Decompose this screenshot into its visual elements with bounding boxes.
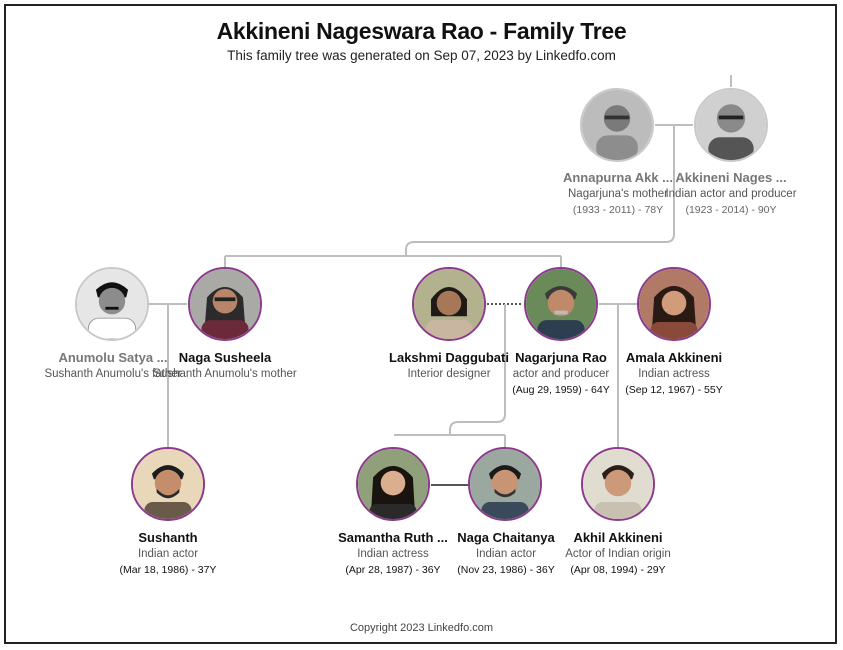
person-lifespan: (Apr 08, 1994) - 29Y: [570, 564, 666, 576]
person-role: Sushanth Anumolu's father: [44, 368, 182, 380]
avatar-samantha[interactable]: [356, 447, 430, 521]
person-lifespan: (Nov 23, 1986) - 36Y: [457, 564, 555, 576]
avatar-anr[interactable]: [694, 88, 768, 162]
page-title: Akkineni Nageswara Rao - Family Tree: [216, 18, 627, 44]
avatar-sushanth[interactable]: [131, 447, 205, 521]
person-role: Indian actor: [137, 548, 199, 560]
avatar-amala[interactable]: [637, 267, 711, 341]
person-amala[interactable]: [599, 350, 749, 396]
person-name: Sushanth: [138, 530, 198, 545]
person-name: Lakshmi Daggubati: [389, 350, 509, 365]
person-lifespan: (Mar 18, 1986) - 37Y: [119, 564, 217, 576]
person-role: Indian actor: [475, 548, 537, 560]
person-name: Akkineni Nages ...: [675, 170, 787, 185]
person-name: Naga Chaitanya: [457, 530, 555, 545]
person-name: Nagarjuna Rao: [515, 350, 607, 365]
avatar-akhil[interactable]: [581, 447, 655, 521]
person-anr[interactable]: [656, 170, 806, 216]
person-name: Amala Akkineni: [625, 350, 723, 365]
avatar-chaitanya[interactable]: [468, 447, 542, 521]
person-role: Actor of Indian origin: [565, 548, 671, 560]
page-subtitle: This family tree was generated on Sep 07, 2023 by Linkedfo.com: [227, 48, 616, 63]
footer-copyright: Copyright 2023 Linkedfo.com: [349, 622, 494, 634]
person-role: Sushanth Anumolu's mother: [153, 368, 297, 380]
person-name: Samantha Ruth ...: [338, 530, 448, 545]
person-role: Indian actor and producer: [665, 188, 797, 200]
avatar-susheela[interactable]: [188, 267, 262, 341]
avatar-lakshmi[interactable]: [412, 267, 486, 341]
person-sushanth[interactable]: [93, 530, 243, 576]
person-lifespan: (1923 - 2014) - 90Y: [685, 204, 777, 216]
person-name: Naga Susheela: [178, 350, 272, 365]
person-lifespan: (Apr 28, 1987) - 36Y: [345, 564, 441, 576]
person-name: Akhil Akkineni: [573, 530, 663, 545]
person-lifespan: (1933 - 2011) - 78Y: [572, 204, 664, 216]
person-name: Annapurna Akk ...: [562, 170, 674, 185]
avatar-annapurna[interactable]: [580, 88, 654, 162]
person-akhil[interactable]: [543, 530, 693, 576]
person-lifespan: (Sep 12, 1967) - 55Y: [625, 384, 723, 396]
person-name: Anumolu Satya ...: [58, 350, 168, 365]
avatar-anumolu[interactable]: [75, 267, 149, 341]
person-role: Indian actress: [357, 548, 429, 560]
person-role: Interior designer: [407, 368, 491, 380]
person-lifespan: (Aug 29, 1959) - 64Y: [512, 384, 610, 396]
person-role: Indian actress: [638, 368, 710, 380]
avatar-nagarjuna[interactable]: [524, 267, 598, 341]
person-role: actor and producer: [512, 368, 610, 380]
person-role: Nagarjuna's mother: [568, 188, 668, 200]
person-susheela[interactable]: [150, 350, 300, 380]
